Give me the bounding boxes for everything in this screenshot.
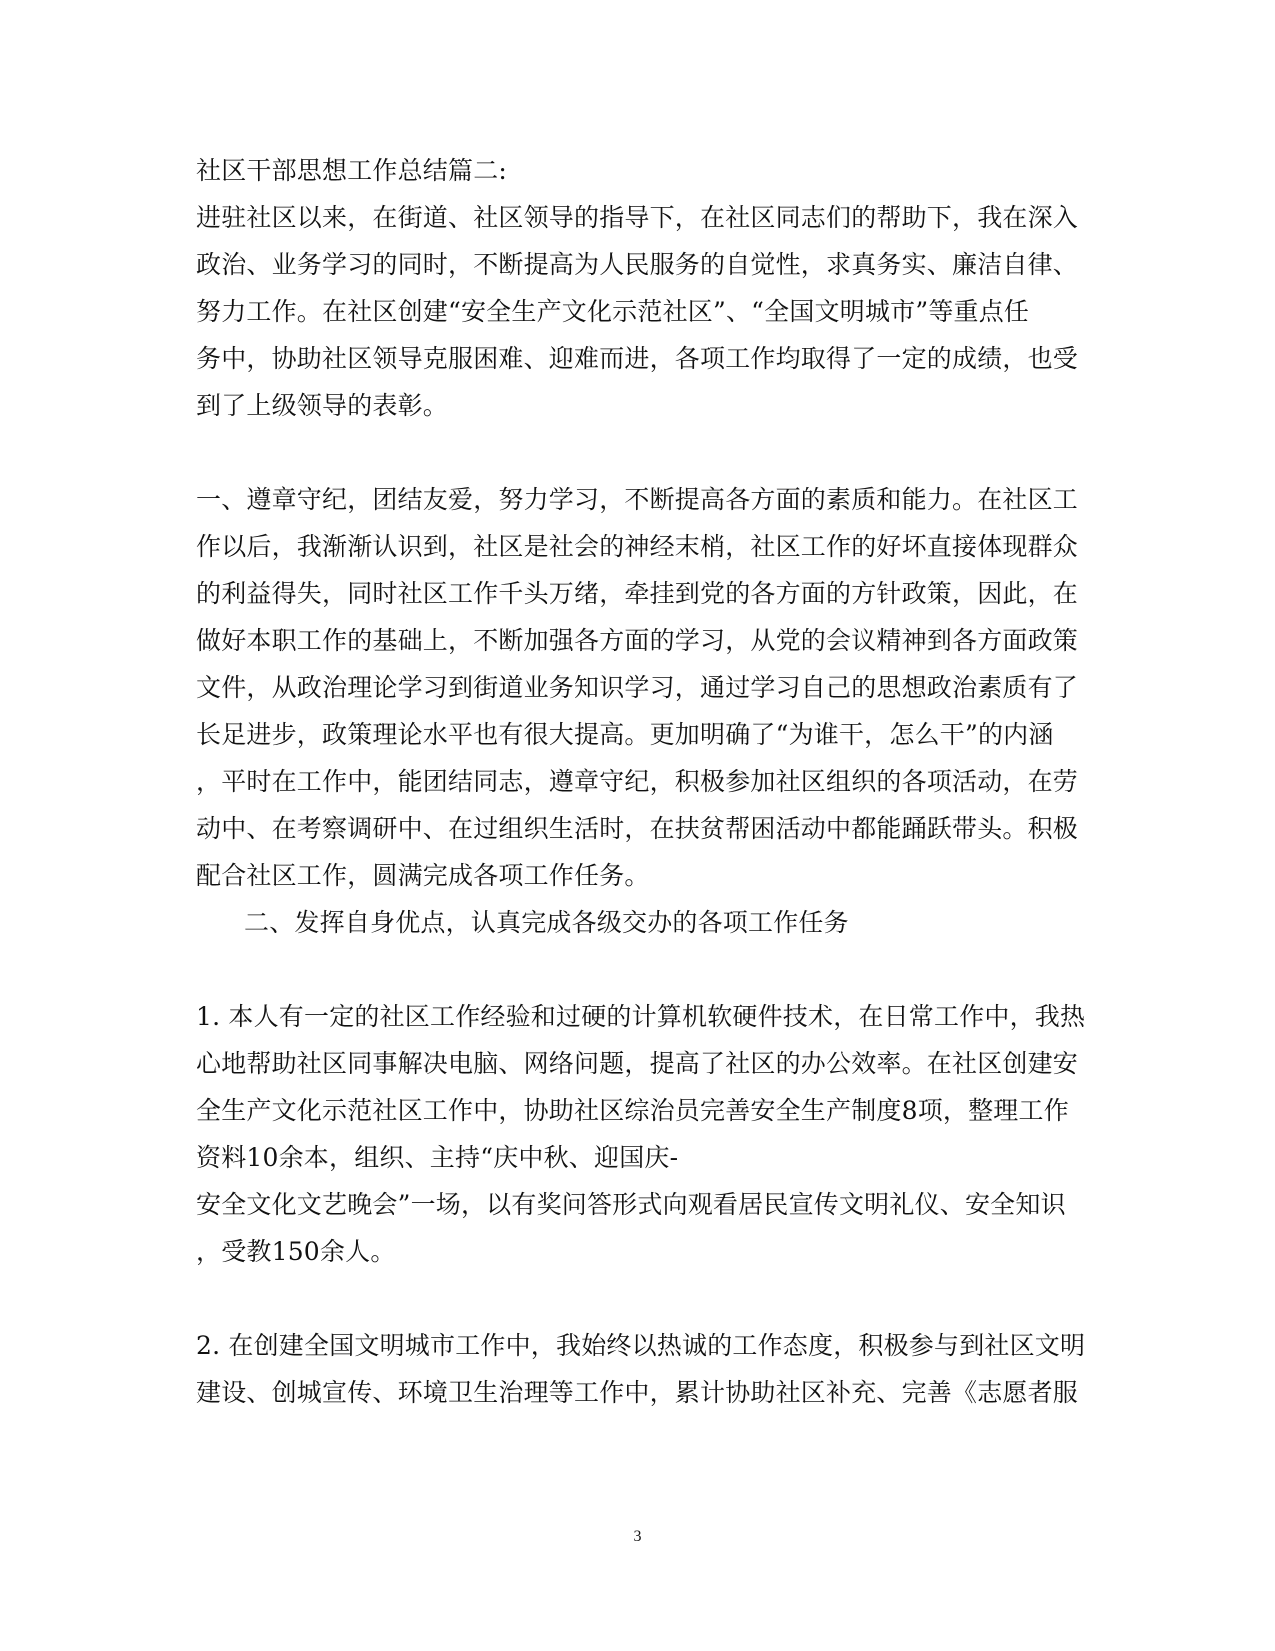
- item1-line: 心地帮助社区同事解决电脑、网络问题，提高了社区的办公效率。在社区创建安: [196, 1049, 1079, 1078]
- item1-line: 全生产文化示范社区工作中，协助社区综治员完善安全生产制度8项，整理工作: [196, 1096, 1069, 1125]
- item2-line: 建设、创城宣传、环境卫生治理等工作中，累计协助社区补充、完善《志愿者服: [196, 1378, 1079, 1407]
- intro-line: 到了上级领导的表彰。: [196, 391, 449, 420]
- section1-line: 作以后，我渐渐认识到，社区是社会的神经末梢，社区工作的好坏直接体现群众: [196, 532, 1079, 561]
- intro-line: 努力工作。在社区创建“安全生产文化示范社区”、“全国文明城市”等重点任: [196, 297, 1030, 326]
- intro-line: 进驻社区以来，在街道、社区领导的指导下，在社区同志们的帮助下，我在深入: [196, 203, 1079, 232]
- section1-line: 的利益得失，同时社区工作千头万绪，牵挂到党的各方面的方针政策，因此，在: [196, 579, 1079, 608]
- item2-line: 2. 在创建全国文明城市工作中，我始终以热诚的工作态度，积极参与到社区文明: [196, 1331, 1086, 1360]
- item1-line: ，受教150余人。: [196, 1237, 396, 1266]
- section1-line: 文件，从政治理论学习到街道业务知识学习，通过学习自己的思想政治素质有了: [196, 673, 1079, 702]
- intro-line: 政治、业务学习的同时，不断提高为人民服务的自觉性，求真务实、廉洁自律、: [196, 250, 1079, 279]
- section2-heading: 二、发挥自身优点，认真完成各级交办的各项工作任务: [244, 908, 849, 937]
- item1-line: 安全文化文艺晚会”一场，以有奖问答形式向观看居民宣传文明礼仪、安全知识: [196, 1190, 1066, 1219]
- item1-line: 资料10余本，组织、主持“庆中秋、迎国庆-: [196, 1143, 679, 1172]
- section1-line: ，平时在工作中，能团结同志，遵章守纪，积极参加社区组织的各项活动，在劳: [196, 767, 1079, 796]
- section1-line: 动中、在考察调研中、在过组织生活时，在扶贫帮困活动中都能踊跃带头。积极: [196, 814, 1079, 843]
- section1-line: 做好本职工作的基础上，不断加强各方面的学习，从党的会议精神到各方面政策: [196, 626, 1079, 655]
- section1-line: 长足进步，政策理论水平也有很大提高。更加明确了“为谁干，怎么干”的内涵: [196, 720, 1054, 749]
- document-heading: 社区干部思想工作总结篇二:: [196, 156, 508, 185]
- page-number: 3: [633, 1528, 642, 1545]
- section1-line: 配合社区工作，圆满完成各项工作任务。: [196, 861, 650, 890]
- intro-line: 务中，协助社区领导克服困难、迎难而进，各项工作均取得了一定的成绩，也受: [196, 344, 1079, 373]
- section1-line: 一、遵章守纪，团结友爱，努力学习，不断提高各方面的素质和能力。在社区工: [196, 485, 1079, 514]
- item1-line: 1. 本人有一定的社区工作经验和过硬的计算机软硬件技术，在日常工作中，我热: [196, 1002, 1086, 1031]
